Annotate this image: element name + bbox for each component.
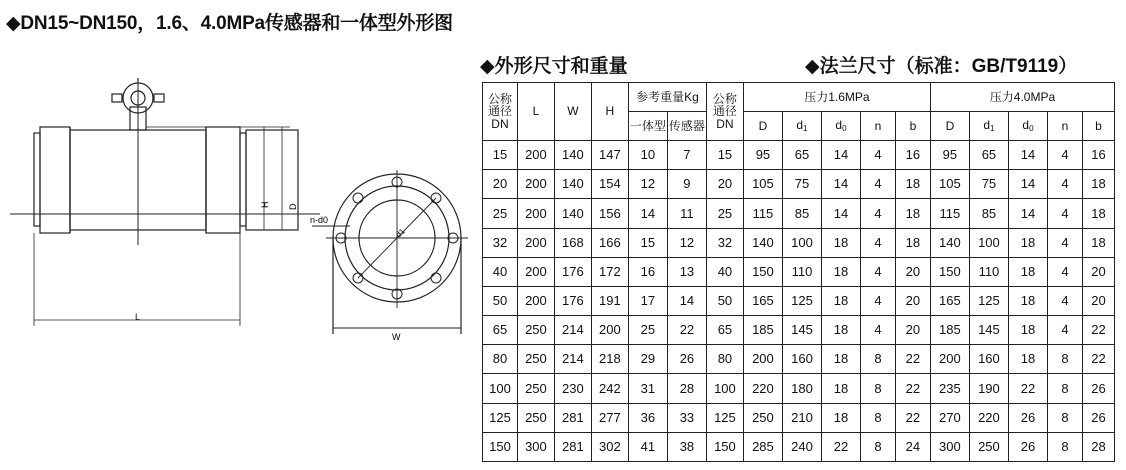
table-row	[483, 374, 1115, 403]
table-cell: 150	[483, 432, 518, 461]
header-pressure-40: 压力4.0MPa	[930, 83, 1114, 112]
table-cell: 4	[861, 141, 896, 170]
table-cell: 200	[517, 228, 554, 257]
table-cell: 154	[591, 170, 628, 199]
outline-drawing	[0, 70, 480, 360]
table-cell: 26	[1008, 432, 1047, 461]
table-cell: 176	[554, 286, 591, 315]
table-cell: 4	[861, 170, 896, 199]
table-cell: 22	[895, 345, 930, 374]
table-cell: 20	[895, 286, 930, 315]
table-cell: 18	[821, 286, 860, 315]
table-cell: 14	[1008, 199, 1047, 228]
table-cell: 230	[554, 374, 591, 403]
table-cell: 4	[861, 257, 896, 286]
table-cell: 242	[591, 374, 628, 403]
header-d0-40: $d_0$	[1008, 112, 1047, 141]
table-cell: 14	[667, 286, 706, 315]
table-cell: 210	[782, 403, 821, 432]
table-cell: 22	[895, 403, 930, 432]
table-cell: 95	[930, 141, 969, 170]
table-cell: 80	[483, 345, 518, 374]
table-cell: 4	[1047, 286, 1082, 315]
table-cell: 125	[969, 286, 1008, 315]
table-cell: 150	[706, 432, 743, 461]
table-cell: 8	[861, 432, 896, 461]
table-cell: 250	[969, 432, 1008, 461]
table-cell: 18	[1008, 316, 1047, 345]
table-cell: 41	[628, 432, 667, 461]
table-cell: 220	[743, 374, 782, 403]
table-cell: 22	[667, 316, 706, 345]
right-flange-lip	[240, 133, 246, 226]
table-cell: 33	[667, 403, 706, 432]
table-cell: 281	[554, 432, 591, 461]
table-cell: 4	[1047, 199, 1082, 228]
table-cell: 180	[782, 374, 821, 403]
table-cell: 147	[591, 141, 628, 170]
table-cell: 250	[743, 403, 782, 432]
table-cell: 8	[861, 345, 896, 374]
table-cell: 200	[517, 141, 554, 170]
table-cell: 250	[517, 316, 554, 345]
table-cell: 31	[628, 374, 667, 403]
table-cell: 8	[1047, 374, 1082, 403]
table-cell: 150	[743, 257, 782, 286]
table-cell: 16	[895, 141, 930, 170]
table-cell: 20	[1082, 257, 1114, 286]
table-cell: 32	[483, 228, 518, 257]
table-cell: 80	[706, 345, 743, 374]
table-cell: 25	[483, 199, 518, 228]
header-d1-16: $d_1$	[782, 112, 821, 141]
table-cell: 65	[483, 316, 518, 345]
table-cell: 250	[517, 345, 554, 374]
table-cell: 14	[821, 199, 860, 228]
table-cell: 22	[1082, 316, 1114, 345]
table-cell: 65	[706, 316, 743, 345]
label-d1: d1	[394, 226, 407, 240]
table-cell: 200	[591, 316, 628, 345]
table-row	[483, 199, 1115, 228]
table-cell: 150	[930, 257, 969, 286]
table-cell: 4	[861, 228, 896, 257]
table-cell: 16	[1082, 141, 1114, 170]
right-flange	[206, 127, 240, 233]
table-cell: 24	[895, 432, 930, 461]
table-cell: 185	[743, 316, 782, 345]
table-cell: 176	[554, 257, 591, 286]
table-cell: 18	[1082, 170, 1114, 199]
table-cell: 160	[782, 345, 821, 374]
table-cell: 200	[517, 286, 554, 315]
table-cell: 16	[628, 257, 667, 286]
table-cell: 18	[1008, 345, 1047, 374]
table-cell: 95	[743, 141, 782, 170]
table-cell: 12	[667, 228, 706, 257]
table-cell: 125	[483, 403, 518, 432]
table-cell: 168	[554, 228, 591, 257]
header-d1-40: $d_1$	[969, 112, 1008, 141]
header-weight: 参考重量Kg	[628, 83, 706, 112]
table-cell: 85	[782, 199, 821, 228]
section-title-dimensions: ◆外形尺寸和重量	[480, 56, 628, 77]
table-cell: 22	[1082, 345, 1114, 374]
table-cell: 281	[554, 403, 591, 432]
table-cell: 110	[782, 257, 821, 286]
table-cell: 125	[706, 403, 743, 432]
table-cell: 190	[969, 374, 1008, 403]
table-cell: 20	[1082, 286, 1114, 315]
table-row	[483, 141, 1115, 170]
table-row	[483, 345, 1115, 374]
table-cell: 250	[517, 403, 554, 432]
table-cell: 18	[895, 199, 930, 228]
table-cell: 36	[628, 403, 667, 432]
table-cell: 214	[554, 345, 591, 374]
table-cell: 4	[1047, 170, 1082, 199]
table-cell: 15	[483, 141, 518, 170]
table-cell: 156	[591, 199, 628, 228]
table-cell: 50	[706, 286, 743, 315]
table-row	[483, 228, 1115, 257]
header-pressure-16: 压力1.6MPa	[743, 83, 930, 112]
table-cell: 220	[969, 403, 1008, 432]
table-cell: 4	[861, 286, 896, 315]
header-L: L	[517, 83, 554, 141]
table-cell: 8	[861, 374, 896, 403]
table-row	[483, 403, 1115, 432]
table-cell: 15	[628, 228, 667, 257]
table-cell: 25	[628, 316, 667, 345]
table-cell: 125	[782, 286, 821, 315]
table-cell: 235	[930, 374, 969, 403]
table-cell: 18	[895, 228, 930, 257]
table-cell: 8	[1047, 403, 1082, 432]
table-cell: 140	[554, 199, 591, 228]
table-cell: 105	[930, 170, 969, 199]
table-cell: 18	[821, 374, 860, 403]
table-cell: 20	[895, 257, 930, 286]
table-cell: 14	[821, 170, 860, 199]
table-cell: 100	[483, 374, 518, 403]
table-cell: 22	[895, 374, 930, 403]
table-cell: 115	[930, 199, 969, 228]
table-cell: 22	[1008, 374, 1047, 403]
table-cell: 9	[667, 170, 706, 199]
table-cell: 8	[1047, 432, 1082, 461]
table-cell: 26	[1008, 403, 1047, 432]
table-row	[483, 170, 1115, 199]
table-cell: 200	[517, 199, 554, 228]
table-cell: 172	[591, 257, 628, 286]
table-cell: 277	[591, 403, 628, 432]
table-cell: 18	[821, 345, 860, 374]
section-title-flange: ◆法兰尺寸（标准：GB/T9119）	[805, 56, 1078, 77]
table-cell: 26	[1082, 403, 1114, 432]
table-cell: 15	[706, 141, 743, 170]
table-cell: 14	[1008, 141, 1047, 170]
table-cell: 145	[969, 316, 1008, 345]
spec-table-body	[483, 141, 1115, 462]
header-d0-16: $d_0$	[821, 112, 860, 141]
table-cell: 105	[743, 170, 782, 199]
header-dn-2: 公称 通径 DN	[706, 83, 743, 141]
label-W: W	[392, 332, 401, 342]
table-cell: 160	[969, 345, 1008, 374]
table-cell: 270	[930, 403, 969, 432]
table-cell: 18	[1082, 228, 1114, 257]
left-flange	[40, 127, 70, 233]
table-cell: 300	[517, 432, 554, 461]
page-title: ◆DN15~DN150，1.6、4.0MPa传感器和一体型外形图	[6, 13, 453, 34]
table-cell: 65	[969, 141, 1008, 170]
table-cell: 4	[1047, 257, 1082, 286]
table-cell: 8	[861, 403, 896, 432]
table-cell: 100	[706, 374, 743, 403]
table-cell: 110	[969, 257, 1008, 286]
table-cell: 18	[1008, 228, 1047, 257]
table-cell: 14	[628, 199, 667, 228]
header-integral: 一体型	[628, 112, 667, 141]
table-cell: 100	[969, 228, 1008, 257]
label-H: H	[260, 201, 270, 208]
header-b-40: b	[1082, 112, 1114, 141]
table-cell: 165	[930, 286, 969, 315]
label-D: D	[288, 203, 298, 210]
table-cell: 11	[667, 199, 706, 228]
table-cell: 75	[782, 170, 821, 199]
table-cell: 300	[930, 432, 969, 461]
table-cell: 185	[930, 316, 969, 345]
table-cell: 140	[930, 228, 969, 257]
table-cell: 140	[554, 170, 591, 199]
header-W: W	[554, 83, 591, 141]
table-cell: 14	[821, 141, 860, 170]
header-H: H	[591, 83, 628, 141]
table-cell: 8	[1047, 345, 1082, 374]
table-cell: 18	[821, 316, 860, 345]
table-cell: 29	[628, 345, 667, 374]
table-cell: 25	[706, 199, 743, 228]
table-cell: 75	[969, 170, 1008, 199]
header-dn: 公称 通径 DN	[483, 83, 518, 141]
table-cell: 240	[782, 432, 821, 461]
table-cell: 140	[554, 141, 591, 170]
table-cell: 145	[782, 316, 821, 345]
table-cell: 18	[821, 257, 860, 286]
header-b-16: b	[895, 112, 930, 141]
table-row	[483, 286, 1115, 315]
table-cell: 18	[1008, 257, 1047, 286]
table-cell: 191	[591, 286, 628, 315]
table-cell: 38	[667, 432, 706, 461]
table-cell: 200	[743, 345, 782, 374]
table-cell: 12	[628, 170, 667, 199]
table-cell: 13	[667, 257, 706, 286]
label-nd0: n-d0	[310, 215, 329, 225]
table-cell: 65	[782, 141, 821, 170]
table-cell: 214	[554, 316, 591, 345]
table-cell: 200	[930, 345, 969, 374]
table-cell: 28	[667, 374, 706, 403]
table-cell: 32	[706, 228, 743, 257]
table-row	[483, 432, 1115, 461]
table-cell: 26	[1082, 374, 1114, 403]
table-row	[483, 257, 1115, 286]
table-cell: 166	[591, 228, 628, 257]
table-cell: 302	[591, 432, 628, 461]
table-cell: 40	[483, 257, 518, 286]
table-cell: 4	[1047, 316, 1082, 345]
table-cell: 14	[1008, 170, 1047, 199]
table-cell: 20	[706, 170, 743, 199]
header-n-16: n	[861, 112, 896, 141]
table-cell: 28	[1082, 432, 1114, 461]
table-cell: 165	[743, 286, 782, 315]
label-L: L	[135, 312, 141, 322]
table-cell: 18	[821, 228, 860, 257]
table-cell: 18	[1082, 199, 1114, 228]
table-cell: 20	[483, 170, 518, 199]
table-cell: 50	[483, 286, 518, 315]
table-row	[483, 316, 1115, 345]
sensor-section	[246, 130, 298, 230]
table-cell: 285	[743, 432, 782, 461]
table-cell: 18	[1008, 286, 1047, 315]
table-cell: 85	[969, 199, 1008, 228]
table-cell: 4	[861, 316, 896, 345]
table-cell: 22	[821, 432, 860, 461]
table-cell: 40	[706, 257, 743, 286]
table-cell: 17	[628, 286, 667, 315]
spec-table	[482, 82, 1115, 462]
table-cell: 18	[895, 170, 930, 199]
table-cell: 18	[821, 403, 860, 432]
left-flange-lip	[34, 133, 40, 226]
header-D-16: D	[743, 112, 782, 141]
table-cell: 26	[667, 345, 706, 374]
table-cell: 218	[591, 345, 628, 374]
table-cell: 200	[517, 170, 554, 199]
table-cell: 200	[517, 257, 554, 286]
header-sensor: 传感器	[667, 112, 706, 141]
table-cell: 250	[517, 374, 554, 403]
table-cell: 7	[667, 141, 706, 170]
header-D-40: D	[930, 112, 969, 141]
header-n-40: n	[1047, 112, 1082, 141]
table-cell: 4	[1047, 141, 1082, 170]
table-cell: 4	[861, 199, 896, 228]
table-cell: 10	[628, 141, 667, 170]
table-cell: 20	[895, 316, 930, 345]
table-cell: 4	[1047, 228, 1082, 257]
table-cell: 115	[743, 199, 782, 228]
table-cell: 100	[782, 228, 821, 257]
table-cell: 140	[743, 228, 782, 257]
